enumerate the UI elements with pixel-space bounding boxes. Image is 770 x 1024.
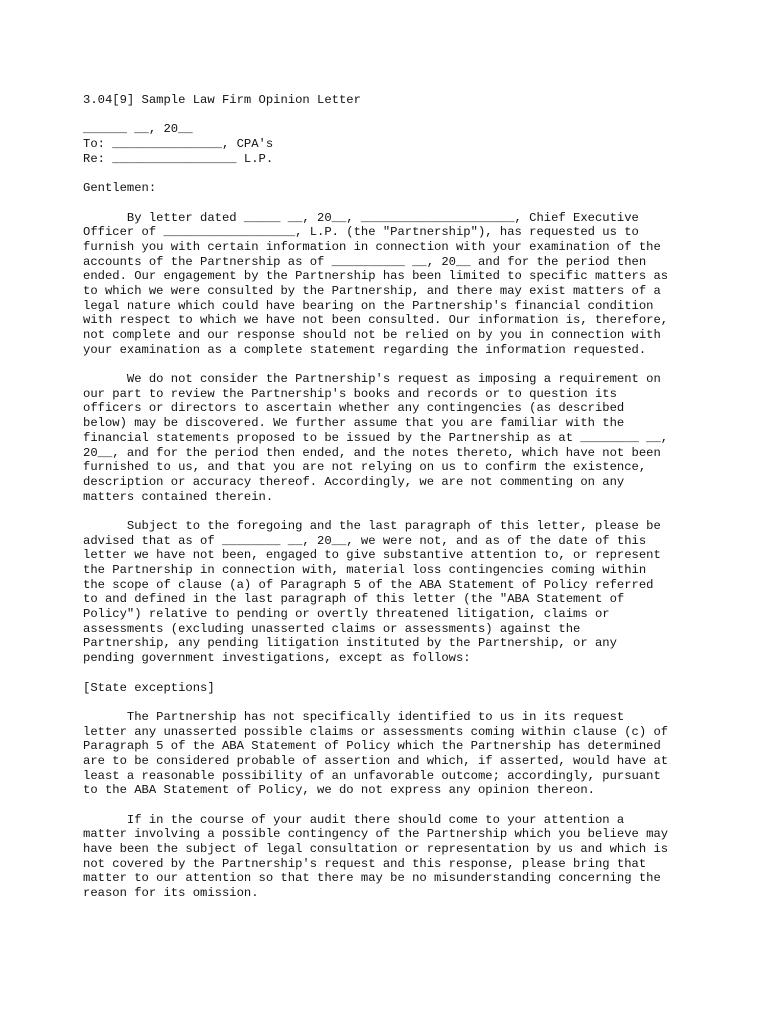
paragraph xyxy=(83,211,693,358)
paragraph-line: to and defined in the last paragraph of this letter (the "ABA Statement of xyxy=(83,592,625,607)
spacer xyxy=(83,504,693,519)
paragraph-line: below) may be discovered. We further assume that you are familiar with the xyxy=(83,416,625,431)
paragraph xyxy=(83,519,693,666)
paragraph-line: The Partnership has not specifically identified to us in its request xyxy=(83,709,625,724)
paragraph-line: [State exceptions] xyxy=(83,680,215,695)
paragraph-line: Paragraph 5 of the ABA Statement of Policy which the Partnership has determined xyxy=(83,739,661,754)
paragraph-line: least a reasonable possibility of an unfavorable outcome; accordingly, pursuant xyxy=(83,768,661,783)
paragraph-line: matter to our attention so that there may be no misunderstanding concerning the xyxy=(83,871,661,886)
paragraph xyxy=(83,710,693,798)
paragraph xyxy=(83,681,693,696)
paragraph xyxy=(83,813,693,901)
spacer xyxy=(83,695,693,710)
date-line: ______ __, 20__ xyxy=(83,122,193,137)
paragraph-line: accounts of the Partnership as of __________ __, 20__ and for the period then xyxy=(83,254,647,269)
to-line: To: _______________, CPA's xyxy=(83,137,274,152)
paragraph-line: furnish you with certain information in connection with your examination of the xyxy=(83,239,661,254)
spacer xyxy=(83,108,693,123)
paragraph-line: are to be considered probable of assertion and which, if asserted, would have at xyxy=(83,753,669,768)
letter-page xyxy=(83,93,693,901)
paragraph-line: your examination as a complete statement regarding the information requested. xyxy=(83,342,647,357)
paragraph-line: Policy") relative to pending or overtly threatened litigation, claims or xyxy=(83,607,610,622)
paragraph-line: furnished to us, and that you are not relying on us to confirm the existence, xyxy=(83,460,647,475)
letter-body xyxy=(83,211,693,901)
paragraph-line: financial statements proposed to be issued by the Partnership as at ________ __, xyxy=(83,430,669,445)
spacer xyxy=(83,357,693,372)
paragraph-line: with respect to which we have not been consulted. Our information is, therefore, xyxy=(83,313,669,328)
paragraph-line: matters contained therein. xyxy=(83,489,274,504)
paragraph-line: not complete and our response should not be relied on by you in connection with xyxy=(83,328,661,342)
paragraph-line: letter any unasserted possible claims or assessments coming within clause (c) of xyxy=(83,724,669,739)
paragraph-line: letter we have not been, engaged to give substantive attention to, or represent xyxy=(83,548,661,563)
document-title: 3.04[9] Sample Law Firm Opinion Letter xyxy=(83,93,361,107)
paragraph-line: officers or directors to ascertain whether any contingencies (as described xyxy=(83,401,625,416)
paragraph-line: matter involving a possible contingency of the Partnership which you believe may xyxy=(83,827,669,842)
paragraph-line: reason for its omission. xyxy=(83,886,259,901)
paragraph xyxy=(83,372,693,504)
paragraph-line: have been the subject of legal consultation or representation by us and which is xyxy=(83,842,669,857)
paragraph-line: legal nature which could have bearing on the Partnership's financial condition xyxy=(83,298,654,313)
paragraph-line: If in the course of your audit there should come to your attention a xyxy=(83,812,625,827)
paragraph-line: By letter dated _____ __, 20__, _____________________, Chief Executive xyxy=(83,210,639,225)
paragraph-line: Subject to the foregoing and the last paragraph of this letter, please be xyxy=(83,518,661,533)
paragraph-line: not covered by the Partnership's request and this response, please bring that xyxy=(83,856,647,871)
salutation: Gentlemen: xyxy=(83,181,157,196)
re-line: Re: _________________ L.P. xyxy=(83,151,274,166)
paragraph-line: Partnership, any pending litigation instituted by the Partnership, or any xyxy=(83,636,617,651)
paragraph-line: the scope of clause (a) of Paragraph 5 of the ABA Statement of Policy referred xyxy=(83,577,654,592)
spacer xyxy=(83,196,693,211)
paragraph-line: to which we were consulted by the Partnership, and there may exist matters of a xyxy=(83,283,661,298)
paragraph-line: 20__, and for the period then ended, and the notes thereto, which have not been xyxy=(83,445,661,460)
paragraph-line: the Partnership in connection with, material loss contingencies coming within xyxy=(83,563,647,577)
paragraph-line: our part to review the Partnership's books and records or to question its xyxy=(83,386,617,401)
paragraph-line: advised that as of ________ __, 20__, we were not, and as of the date of this xyxy=(83,533,647,548)
paragraph-line: We do not consider the Partnership's request as imposing a requirement on xyxy=(83,372,661,387)
spacer xyxy=(83,666,693,681)
spacer xyxy=(83,798,693,813)
paragraph-line: to the ABA Statement of Policy, we do not express any opinion thereon. xyxy=(83,783,595,798)
paragraph-line: description or accuracy thereof. Accordingly, we are not commenting on any xyxy=(83,474,625,489)
paragraph-line: assessments (excluding unasserted claims or assessments) against the xyxy=(83,621,581,636)
paragraph-line: pending government investigations, except as follows: xyxy=(83,651,471,666)
paragraph-line: Officer of __________________, L.P. (the "Partnership"), has requested us to xyxy=(83,225,639,240)
paragraph-line: ended. Our engagement by the Partnership has been limited to specific matters as xyxy=(83,269,669,284)
spacer xyxy=(83,166,693,181)
